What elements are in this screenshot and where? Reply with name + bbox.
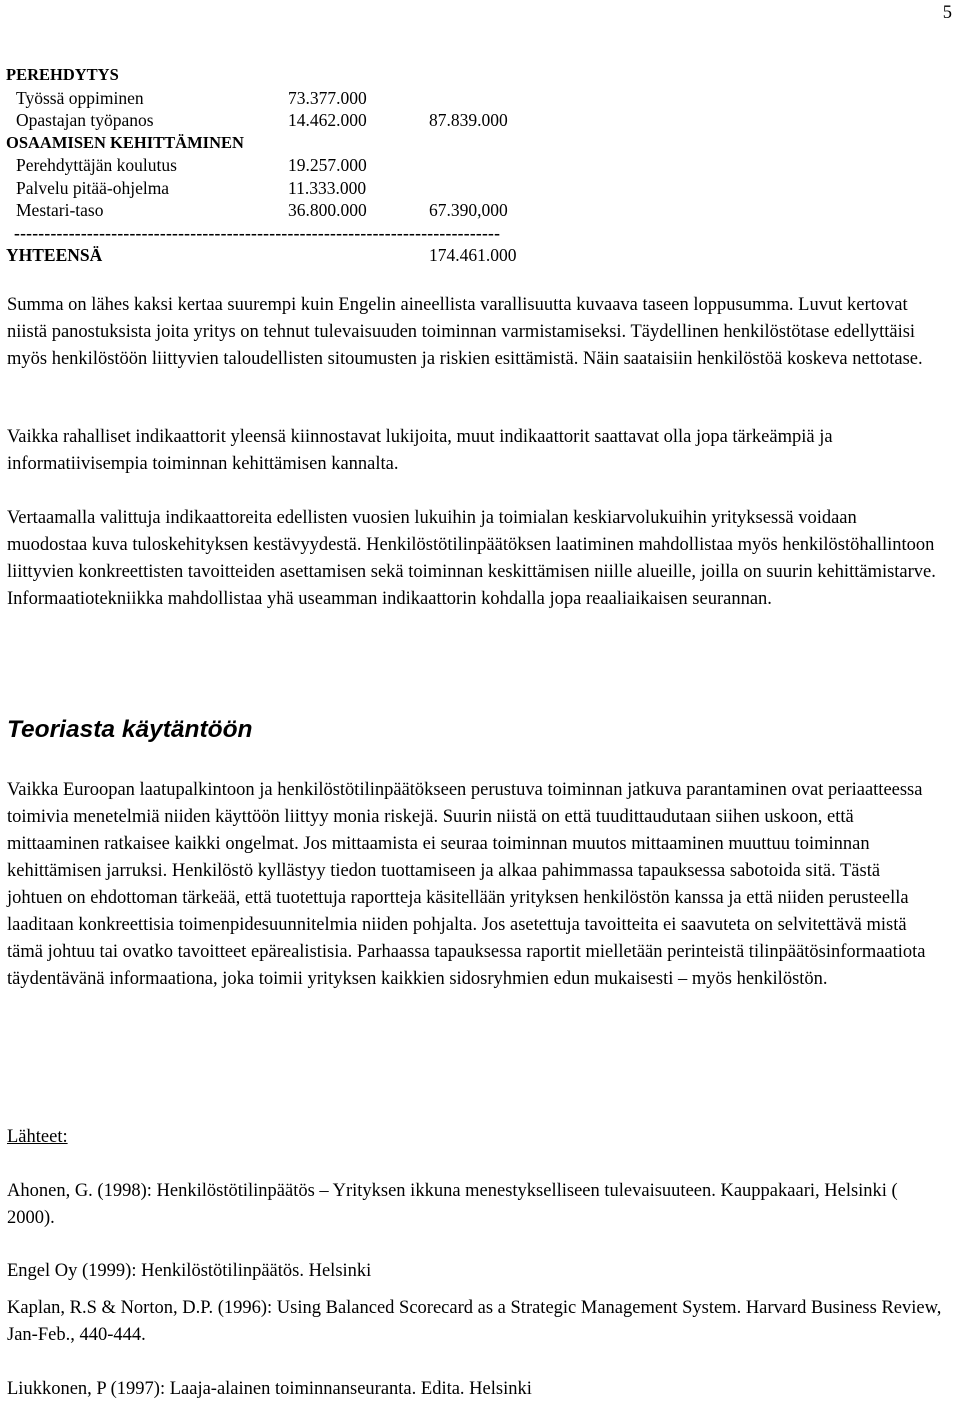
reference-item: Engel Oy (1999): Henkilöstötilinpäätös. Helsinki [7, 1261, 372, 1281]
paragraph-comparison: Vertaamalla valittuja indikaattoreita edellisten vuosien lukuihin ja toimialan keskiarvolukuihin yrityksessä voidaan muodostaa kuva tuloskehityksen kestävyydestä. Henkilöstötilinpäätöksen laatiminen mahdollistaa myös henkilöstöhallintoon liittyvien konkreettisten tavoitteiden asettamisen sekä toiminnan keskittämisen niille alueille, joilla on suurin kehittämistarve. Informaatiotekniikka mahdollistaa yhä useamman indikaattorin kohdalla jopa reaaliaikaisen seurannan. [7, 508, 936, 609]
row-label: Perehdyttäjän koulutus [16, 155, 177, 175]
references-heading: Lähteet: [7, 1127, 68, 1147]
paragraph-theory-practice: Vaikka Euroopan laatupalkintoon ja henkilöstötilinpäätökseen perustuva toiminnan jatkuva parantaminen ovat periaatteessa toimivia menetelmiä niiden käyttöön liittyy monia riskejä. Suurin niistä on että tuudittaudutaan siihen uskoon, että mittaaminen ratkaisee kaikki ongelmat. Jos mittaamista ei seuraa toiminnan muutos mittaaminen muuttuu toiminnan kehittämisen jarruksi. Henkilöstö kyllästyy tiedon tuottamiseen ja alkaa pahimmassa tapauksessa sabotoida sitä. Tästä johtuen on ehdottoman tärkeää, että tuotettuja raportteja käsitellään yrityksen henkilöstön kanssa ja että niiden perusteella laaditaan konkreettisia toimenpidesuunnitelmia niiden pohjalta. Jos asetettuja tavoitteita ei saavuteta on selvitettävä mistä tämä johtuu tai ovatko tavoitteet epärealistisia. Parhaassa tapauksessa raportit mielletään perinteistä tilinpäätösinformaatiota täydentävänä informaationa, joka toimii yrityksen kaikkien sidosryhmien edun mukaisesti – myös henkilöstön. [7, 780, 926, 989]
row-label: Mestari-taso [16, 200, 104, 220]
row-subtotal: 87.839.000 [429, 110, 508, 130]
reference-item: Ahonen, G. (1998): Henkilöstötilinpäätös – Yrityksen ikkuna menestykselliseen tulevaisuuteen. Kauppakaari, Helsinki ( 2000). [7, 1181, 898, 1228]
row-label: Opastajan työpanos [16, 110, 154, 130]
table-row [6, 177, 546, 200]
table-separator: -------------------------------------------------------------------------------- [14, 222, 501, 243]
total-value: 174.461.000 [429, 245, 517, 265]
total-label: YHTEENSÄ [6, 245, 103, 265]
row-value: 73.377.000 [288, 87, 367, 108]
row-value: 36.800.000 [288, 200, 367, 220]
table-section-heading [6, 132, 546, 155]
page-number: 5 [942, 3, 952, 23]
personnel-investment-table [6, 64, 546, 267]
reference-item: Liukkonen, P (1997): Laaja-alainen toiminnanseuranta. Edita. Helsinki [7, 1379, 532, 1399]
row-value: 11.333.000 [288, 177, 367, 198]
row-subtotal: 67.390,000 [429, 200, 508, 220]
table-row [6, 87, 546, 110]
reference-item: Kaplan, R.S & Norton, D.P. (1996): Using Balanced Scorecard as a Strategic Management System. Harvard Business Review, Jan-Feb., 440-444. [7, 1298, 942, 1345]
row-label: Palvelu pitää-ohjelma [16, 177, 170, 198]
table-row [6, 199, 546, 222]
table-total-row [6, 244, 546, 267]
paragraph-indicators: Vaikka rahalliset indikaattorit yleensä kiinnostavat lukijoita, muut indikaattorit saattavat olla jopa tärkeämpiä ja informatiivisempia toiminnan kehittämisen kannalta. [7, 427, 833, 474]
paragraph-summary: Summa on lähes kaksi kertaa suurempi kuin Engelin aineellista varallisuutta kuvaava taseen loppusumma. Luvut kertovat niistä panostuksista joita yritys on tehnut tulevaisuuden toiminnan varmistamiseksi. Täydellinen henkilöstötase edellyttäisi myös henkilöstöön liittyvien taloudellisten sitoumusten ja riskien esittämistä. Näin saataisiin henkilöstöä koskeva nettotase. [7, 295, 923, 369]
table-row [6, 154, 546, 177]
table-section-heading [6, 64, 546, 87]
section-heading-label: OSAAMISEN KEHITTÄMINEN [6, 132, 244, 152]
section-heading-label: PEREHDYTYS [6, 65, 119, 84]
row-label: Työssä oppiminen [16, 87, 144, 108]
table-row [6, 109, 546, 132]
section-title: Teoriasta käytäntöön [7, 716, 253, 743]
row-value: 14.462.000 [288, 110, 367, 130]
row-value: 19.257.000 [288, 155, 367, 175]
